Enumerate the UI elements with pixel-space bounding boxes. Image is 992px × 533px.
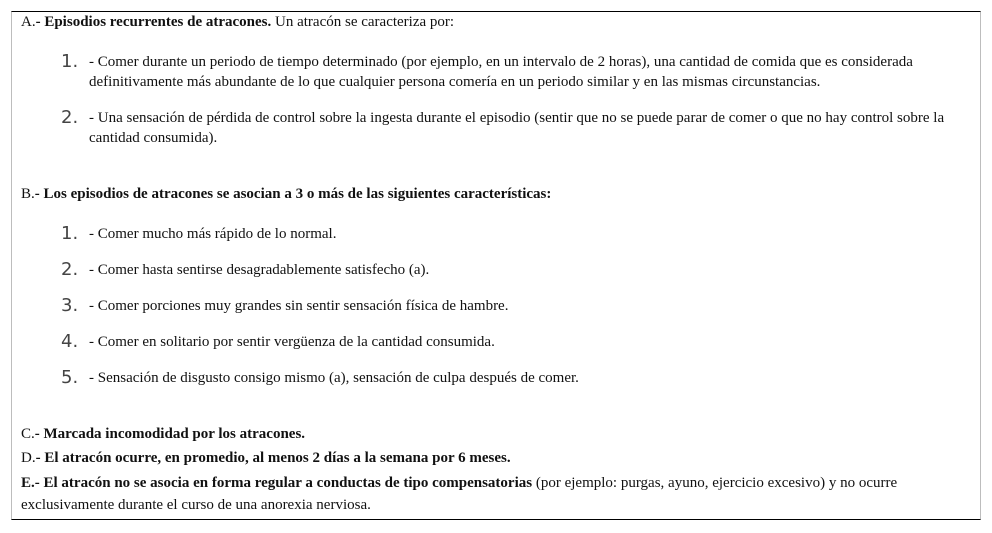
item-number: 4.: [61, 331, 79, 352]
section-c-letter: C.: [21, 426, 35, 442]
criteria-table: [11, 11, 981, 520]
item-text: - Comer porciones muy grandes sin sentir sensación física de hambre.: [89, 298, 509, 314]
section-e-heading: [21, 472, 961, 516]
item-text: - Comer en solitario por sentir vergüenza de la cantidad consumida.: [89, 334, 495, 350]
section-d-letter: D.: [21, 450, 36, 466]
section-b-title: - Los episodios de atracones se asocian a 3 o más de las siguientes características:: [34, 186, 552, 202]
section-e-title: - El atracón no se asocia en forma regular a conductas de tipo compensatorias: [34, 475, 533, 491]
item-text: - Una sensación de pérdida de control sobre la ingesta durante el episodio (sentir que no se puede parar de comer o que no hay control sobre la cantidad consumida).: [89, 110, 945, 146]
item-text: - Comer durante un periodo de tiempo determinado (por ejemplo, en un intervalo de 2 horas), una cantidad de comida que es considerada definitivamente más abundante de lo que cualquier persona comería en un periodo similar y en las mismas circunstancias.: [89, 54, 913, 90]
section-b-heading: [21, 186, 551, 203]
section-c-heading: [21, 426, 305, 443]
item-number: 3.: [61, 295, 79, 316]
section-e-letter: E.: [21, 475, 35, 491]
section-a-heading: [21, 14, 454, 31]
section-a-title: - Episodios recurrentes de atracones.: [35, 14, 272, 30]
item-number: 1.: [61, 51, 79, 72]
item-text: - Comer hasta sentirse desagradablemente satisfecho (a).: [89, 262, 430, 278]
section-a-intro: Un atracón se caracteriza por:: [271, 14, 455, 30]
section-c-title: - Marcada incomodidad por los atracones.: [34, 426, 306, 442]
item-text: - Sensación de disgusto consigo mismo (a), sensación de culpa después de comer.: [89, 370, 579, 386]
item-number: 5.: [61, 367, 79, 388]
section-e-rest: (por ejemplo: purgas, ayuno, ejercicio excesivo) y no ocurre exclusivamente durante el curso de una anorexia nerviosa.: [21, 475, 898, 513]
item-number: 1.: [61, 223, 79, 244]
section-a-letter: A.: [21, 14, 36, 30]
section-d-heading: [21, 450, 511, 467]
item-text: - Comer mucho más rápido de lo normal.: [89, 226, 337, 242]
item-number: 2.: [61, 107, 79, 128]
item-number: 2.: [61, 259, 79, 280]
section-b-letter: B.: [21, 186, 35, 202]
section-d-title: - El atracón ocurre, en promedio, al menos 2 días a la semana por 6 meses.: [35, 450, 511, 466]
